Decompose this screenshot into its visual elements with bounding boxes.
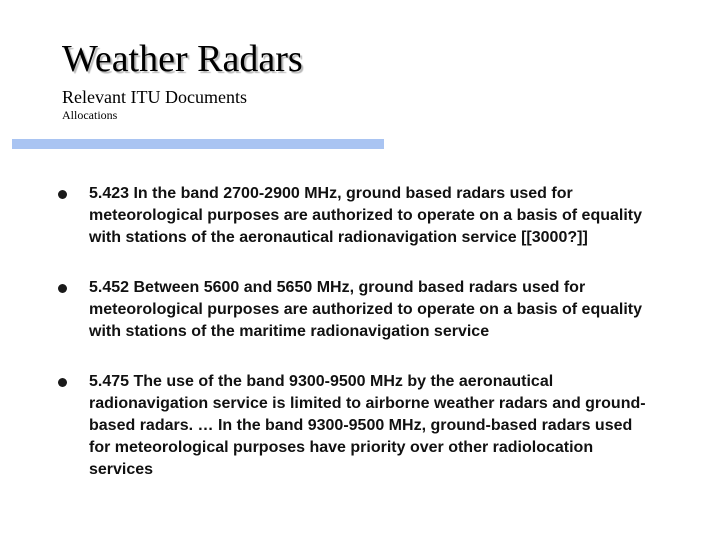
bullet-item-5-423 [58, 183, 658, 249]
bullet-dot-icon [58, 284, 67, 293]
bullet-text: 5.423 In the band 2700-2900 MHz, ground based radars used for meteorological purposes are authorized to operate on a basis of equality with stations of the aeronautical radionavigation service [[3000?]] [89, 185, 643, 246]
bullet-dot-icon [58, 190, 67, 199]
bullet-text: 5.452 Between 5600 and 5650 MHz, ground based radars used for meteorological purposes are authorized to operate on a basis of equality with stations of the maritime radionavigation service [89, 279, 643, 340]
section-label: Allocations [62, 108, 118, 122]
bullet-text: 5.475 The use of the band 9300-9500 MHz by the aeronautical radionavigation service is limited to airborne weather radars and ground-based radars. … In the band 9300-9500 MHz, ground-based radars used for meteorological purposes have priority over other radiolocation services [89, 373, 646, 478]
slide-subtitle: Relevant ITU Documents [62, 87, 247, 107]
bullet-dot-icon [58, 378, 67, 387]
bullet-list [58, 183, 658, 481]
accent-bar [12, 139, 384, 149]
bullet-item-5-475 [58, 371, 658, 481]
slide-title: Weather Radars [62, 38, 303, 80]
bullet-item-5-452 [58, 277, 658, 343]
